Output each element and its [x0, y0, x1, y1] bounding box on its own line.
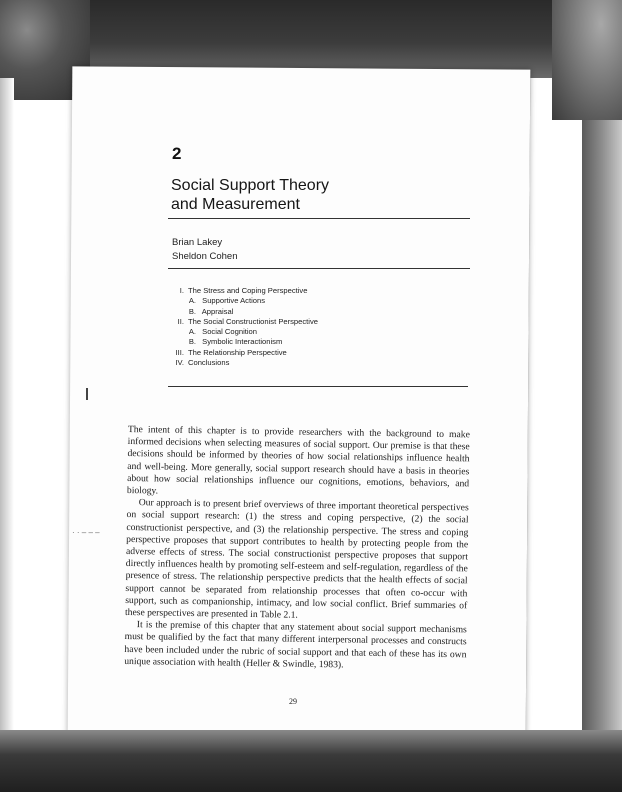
chapter-body [124, 424, 470, 673]
outline-label: The Social Constructionist Perspective [188, 316, 318, 326]
chapter-number: 2 [172, 144, 182, 163]
outline-subitem [160, 327, 460, 337]
body-paragraph: Our approach is to present brief overviews of three important theoretical perspectives on social support research: (1) the stress and coping perspective, (2) the social constructionist perspective, and (3) the relationship perspective. The stress and coping perspective proposes that support contributes to health by protecting people from the adverse effects of stress. The social constructionist perspective proposes that support directly influences health by promoting self-esteem and self-regulation, regardless of the presence of stress. The relationship perspective predicts that the health effects of social support cannot be separated from relationship processes that often co-occur with support, such as companionship, intimacy, and low social conflict. Brief summaries of these perspectives are presented in Table 2.1. [124, 497, 469, 621]
outline-number: B. [188, 306, 196, 316]
author-list [172, 236, 238, 264]
outline-number: B. [188, 337, 196, 347]
margin-mark: · · – – – [72, 528, 100, 537]
outline-number: III. [175, 347, 184, 357]
outline-subitem [160, 337, 460, 347]
outline-label: Conclusions [188, 358, 230, 368]
chapter-outline [160, 286, 460, 368]
outline-number: II. [177, 316, 184, 326]
body-paragraph: The intent of this chapter is to provide researchers with the background to make informed decisions when selecting measures of social support. Our premise is that these decisions should be informed by theories of how social relationships influence health and well-being. More generally, social support research should have a basis in theories about how social relationships influence our cognitions, emotions, behaviors, and biology. [126, 424, 470, 497]
outline-subitem [160, 296, 460, 306]
outline-label: The Stress and Coping Perspective [188, 286, 308, 295]
outline-number: A. [188, 327, 196, 337]
outline-rule [168, 386, 468, 387]
chapter-title-line-2: and Measurement [171, 196, 300, 213]
title-rule [168, 218, 470, 219]
outline-label: The Relationship Perspective [188, 347, 287, 357]
author-name: Sheldon Cohen [172, 251, 238, 262]
outline-item [160, 286, 460, 296]
outline-label: Symbolic Interactionism [202, 337, 283, 347]
author-name: Brian Lakey [172, 237, 223, 248]
outline-label: Supportive Actions [202, 296, 266, 306]
outline-label: Appraisal [201, 306, 234, 316]
outline-label: Social Cognition [202, 327, 258, 337]
outline-number: IV. [175, 358, 184, 368]
authors-rule [168, 268, 470, 269]
outline-item [160, 348, 460, 358]
outline-item [160, 317, 460, 327]
chapter-title [171, 176, 471, 214]
scan-left-border [0, 78, 14, 738]
outline-subitem [160, 307, 460, 317]
outline-item [160, 358, 460, 368]
scan-bottom-border [0, 730, 622, 792]
outline-number: I. [179, 286, 184, 295]
body-paragraph: It is the premise of this chapter that any statement about social support mechanisms must be qualified by the fact that many different interpersonal processes and constructs have been included under the rubric of social support and that each of these has its own unique association with health (Heller & Swindle, 1983). [124, 619, 467, 671]
scan-shadow-top-right [552, 0, 622, 120]
page-number: 29 [289, 697, 297, 706]
outline-number: A. [188, 296, 196, 306]
margin-tick [86, 388, 88, 400]
chapter-title-line-1: Social Support Theory [171, 177, 330, 194]
